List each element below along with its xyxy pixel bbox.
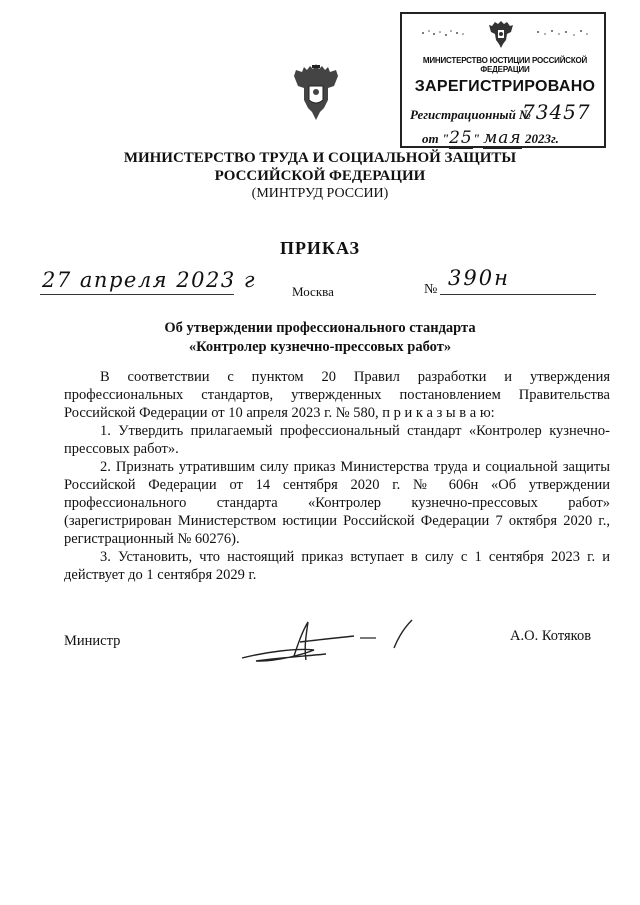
org-name-line1: МИНИСТЕРСТВО ТРУДА И СОЦИАЛЬНОЙ ЗАЩИТЫ	[123, 150, 517, 166]
stamp-day: 25	[449, 128, 473, 148]
stamp-year: 2023г.	[524, 131, 559, 146]
order-title-line2: «Контролер кузнечно-прессовых работ»	[188, 339, 452, 355]
paragraph-item-2: 2. Признать утратившим силу приказ Министерства труда и социальной защиты Российской Федерации от 14 сентября 2020 г. № 606н «Об утверждении профессионального стандарта «Контролер кузнечно-прессовых работ» (зарегистрирован Министерством юстиции Российской Федерации 7 октября 2020 г., регистрационный № 60276).	[64, 459, 610, 547]
handwritten-date: 27 апреля 2023 г	[42, 268, 256, 292]
city: Москва	[292, 284, 334, 299]
stamp-ministry: МИНИСТЕРСТВО ЮСТИЦИИ РОССИЙСКОЙ ФЕДЕРАЦИИ	[422, 56, 588, 74]
doc-type: ПРИКАЗ	[279, 238, 361, 258]
order-body	[64, 368, 610, 584]
handwritten-signature	[236, 614, 422, 668]
stamp-date-prefix: от	[422, 131, 439, 146]
stamp-month: мая	[483, 128, 522, 148]
registration-stamp	[400, 12, 606, 148]
stamp-reg-number: 73457	[522, 100, 591, 124]
eagle-emblem-icon	[486, 18, 516, 50]
number-underline	[440, 294, 596, 295]
paragraph-item-1: 1. Утвердить прилагаемый профессиональный стандарт «Контролер кузнечно-прессовых работ».	[64, 423, 610, 457]
stamp-registered: ЗАРЕГИСТРИРОВАНО	[414, 78, 596, 95]
stamp-texture-left	[420, 28, 466, 38]
signatory-position: Министр	[64, 633, 121, 649]
state-emblem-icon	[290, 62, 342, 124]
paragraph-preamble: В соответствии с пунктом 20 Правил разработки и утверждения профессиональных стандартов, утвержденных постановлением Правительства Российской Федерации от 10 апреля 2023 г. № 580, п р и к а з ы в а ю:	[64, 369, 610, 421]
paragraph-item-3: 3. Установить, что настоящий приказ вступает в силу с 1 сентября 2023 г. и действует до 1 сентября 2029 г.	[64, 549, 610, 583]
number-label: №	[424, 282, 438, 297]
signatory-name: А.О. Котяков	[510, 628, 592, 644]
handwritten-number: 390н	[448, 266, 510, 290]
org-name-line2: РОССИЙСКОЙ ФЕДЕРАЦИИ	[214, 168, 426, 184]
stamp-reg-label: Регистрационный №	[410, 107, 531, 122]
org-short-name: (МИНТРУД РОССИИ)	[251, 186, 389, 201]
stamp-date-row: от "25" мая 2023г.	[422, 128, 559, 148]
date-underline	[40, 294, 234, 295]
order-title-line1: Об утверждении профессионального стандарта	[164, 320, 476, 336]
stamp-texture-right	[534, 28, 590, 38]
